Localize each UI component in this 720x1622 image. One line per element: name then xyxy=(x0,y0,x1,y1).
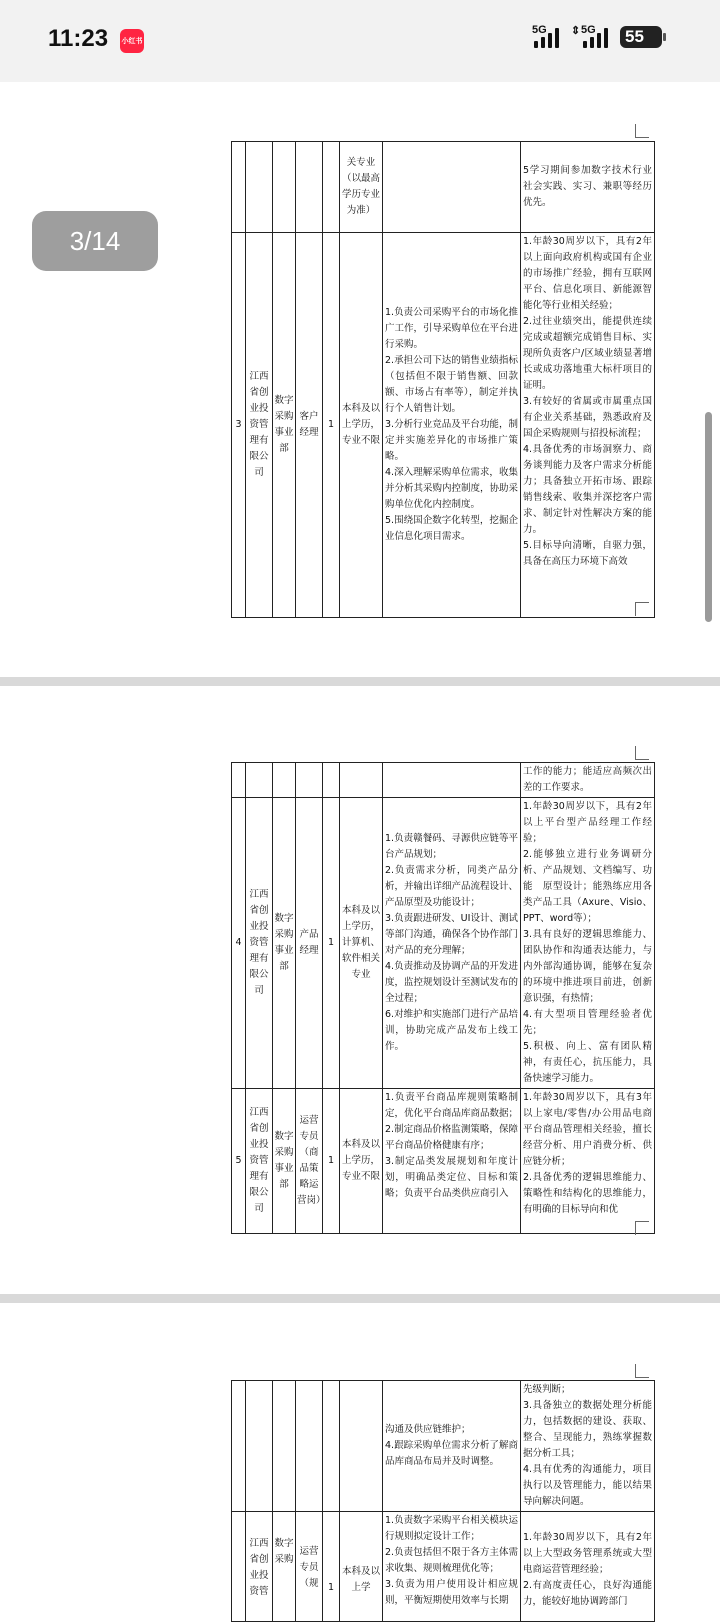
page-indicator: 3/14 xyxy=(32,211,158,271)
company-cell: 江西省创业投资管理有限公司 xyxy=(246,1089,273,1234)
duties-cell: 1.负责平台商品库规则策略制定，优化平台商品库商品数据； 2.制定商品价格监测策略，保障平台商品价格健康有序； 3.制定品类发展规划和年度计划，明确品类定位、目标和策略；负责平台品类供应商引入 xyxy=(383,1089,521,1234)
table-row xyxy=(232,233,655,618)
headcount-cell: 1 xyxy=(323,1512,340,1622)
table-row xyxy=(232,1381,655,1512)
education-cell: 本科及以上学历，专业不限 xyxy=(340,233,383,618)
page-separator xyxy=(0,677,720,686)
status-indicators xyxy=(532,26,662,48)
crop-mark xyxy=(635,602,649,616)
signal-icon: ⇕ 5G xyxy=(571,26,608,48)
headcount-cell: 1 xyxy=(323,1089,340,1234)
status-bar xyxy=(0,0,720,82)
duties-cell: 沟通及供应链维护； 4.跟踪采购单位需求分析了解商品库商品布局并及时调整。 xyxy=(383,1381,521,1512)
battery-icon: 55 xyxy=(620,26,662,48)
row-number: 4 xyxy=(232,798,246,1089)
table-row xyxy=(232,142,655,233)
department-cell: 数字采购事业部 xyxy=(273,233,296,618)
status-time: 11:23 xyxy=(48,25,109,52)
page-separator xyxy=(0,1294,720,1303)
requirements-cell: 工作的能力；能适应高频次出差的工作要求。 xyxy=(521,763,655,798)
education-cell: 本科及以上学历，专业不限 xyxy=(340,1089,383,1234)
row-number: 5 xyxy=(232,1089,246,1234)
requirements-cell: 先级判断； 3.具备独立的数据处理分析能力，包括数据的建设、获取、整合、呈现能力，熟练掌握数据分析工具； 4.具有优秀的沟通能力，项目执行以及管理能力，能以结果导向解决问题。 xyxy=(521,1381,655,1512)
education-cell: 本科及以上学 xyxy=(340,1512,383,1622)
company-cell: 江西省创业投资管理有限公司 xyxy=(246,798,273,1089)
signal-icon xyxy=(532,26,559,48)
crop-mark xyxy=(635,1221,649,1235)
table-row xyxy=(232,1089,655,1234)
position-cell: 运营专员（商品策略运营岗） xyxy=(296,1089,323,1234)
position-cell: 客户经理 xyxy=(296,233,323,618)
duties-cell: 1.负责赣餐码、寻源供应链等平台产品规划； 2.负责需求分析，同类产品分析，并输出详细产品流程设计、产品原型及功能设计； 3.负责跟进研发、UI设计、测试等部门沟通，确保各个协作部门对产品的充分理解； 4.负责推动及协调产品的开发进度，监控规划设计至测试发布的全过程； 6.对维护和实施部门进行产品培训，协助完成产品发布上线工作。 xyxy=(383,798,521,1089)
department-cell: 数字采购 xyxy=(273,1512,296,1622)
company-cell: 江西省创业投资管 xyxy=(246,1512,273,1622)
headcount-cell: 1 xyxy=(323,798,340,1089)
department-cell: 数字采购事业部 xyxy=(273,798,296,1089)
table-row xyxy=(232,798,655,1089)
job-table-page-1 xyxy=(231,141,655,618)
education-cell: 关专业（以最高学历专业为准） xyxy=(340,142,383,233)
xiaohongshu-app-icon: 小红书 xyxy=(120,29,144,53)
network-type-label: 5G xyxy=(581,24,596,36)
requirements-cell: 1.年龄30周岁以下，具有2年以上面向政府机构或国有企业的市场推广经验，拥有互联网平台、信息化项目、新能源智能化等行业相关经验； 2.过往业绩突出，能提供连续完成或超额完成销售目标、实现所负责客户/区域业绩显著增长或成功落地重大标杆项目的证明。 3.有较好的省属或市属重点国有企业关系基础，熟悉政府及国企采购规则与招投标流程； 4.具备优秀的市场洞察力、商务谈判能力及客户需求分析能力；具备独立开拓市场、跟踪销售线索、收集并深挖客户需求、制定针对性解决方案的能力。 5.目标导向清晰，自驱力强，具备在高压力环境下高效 xyxy=(521,233,655,618)
education-cell: 本科及以上学历，计算机、软件相关专业 xyxy=(340,798,383,1089)
requirements-cell: 1.年龄30周岁以下，具有3年以上家电/零售/办公用品电商平台商品管理相关经验，擅长经营分析、用户消费分析、供应链分析； 2.具备优秀的逻辑思维能力、策略性和结构化的思维能力，有明确的目标导向和优 xyxy=(521,1089,655,1234)
duties-cell: 1.负责公司采购平台的市场化推广工作，引导采购单位在平台进行采购。 2.承担公司下达的销售业绩指标（包括但不限于销售额、回款额、市场占有率等），制定并执行个人销售计划。 3.分析行业竞品及平台功能，制定并实施差异化的市场推广策略。 4.深入理解采购单位需求，收集并分析其采购内控制度，协助采购单位优化内控制度。 5.围绕国企数字化转型，挖掘企业信息化项目需求。 xyxy=(383,233,521,618)
requirements-cell: 5学习期间参加数字技术行业社会实践、实习、兼职等经历优先。 xyxy=(521,142,655,233)
crop-mark xyxy=(635,1364,649,1378)
scrollbar[interactable] xyxy=(705,412,712,622)
job-table-page-2 xyxy=(231,762,655,1234)
crop-mark xyxy=(635,746,649,760)
crop-mark xyxy=(635,124,649,138)
requirements-cell: 1.年龄30周岁以下，具有2年以上平台型产品经理工作经验； 2.能够独立进行业务调研分析、产品规划、文档编写、功能 原型设计；能熟练应用各类产品工具（Axure、Visio、PPT、word等）； 3.具有良好的逻辑思维能力、团队协作和沟通表达能力，与内外部沟通协调，能够在复杂的环境中推进项目前进，创新意识强，有热情； 4.有大型项目管理经验者优先； 5.积极、向上、富有团队精神，有责任心，抗压能力，具备快速学习能力。 xyxy=(521,798,655,1089)
headcount-cell: 1 xyxy=(323,233,340,618)
duties-cell: 1.负责数字采购平台相关模块运行规则拟定设计工作； 2.负责包括但不限于各方主体需求收集、规则梳理优化等； 3.负责为用户使用设计相应规则，平衡短期使用效率与长期 xyxy=(383,1512,521,1622)
network-type-label: 5G xyxy=(532,24,547,36)
position-cell: 产品经理 xyxy=(296,798,323,1089)
table-row xyxy=(232,763,655,798)
job-table-page-3 xyxy=(231,1380,655,1622)
row-number: 3 xyxy=(232,233,246,618)
requirements-cell: 1.年龄30周岁以下，具有2年以上大型政务管理系统或大型电商运营管理经验； 2.有高度责任心，良好沟通能力，能较好地协调跨部门 xyxy=(521,1512,655,1622)
position-cell: 运营专员（规 xyxy=(296,1512,323,1622)
department-cell: 数字采购事业部 xyxy=(273,1089,296,1234)
table-row xyxy=(232,1512,655,1622)
company-cell: 江西省创业投资管理有限公司 xyxy=(246,233,273,618)
